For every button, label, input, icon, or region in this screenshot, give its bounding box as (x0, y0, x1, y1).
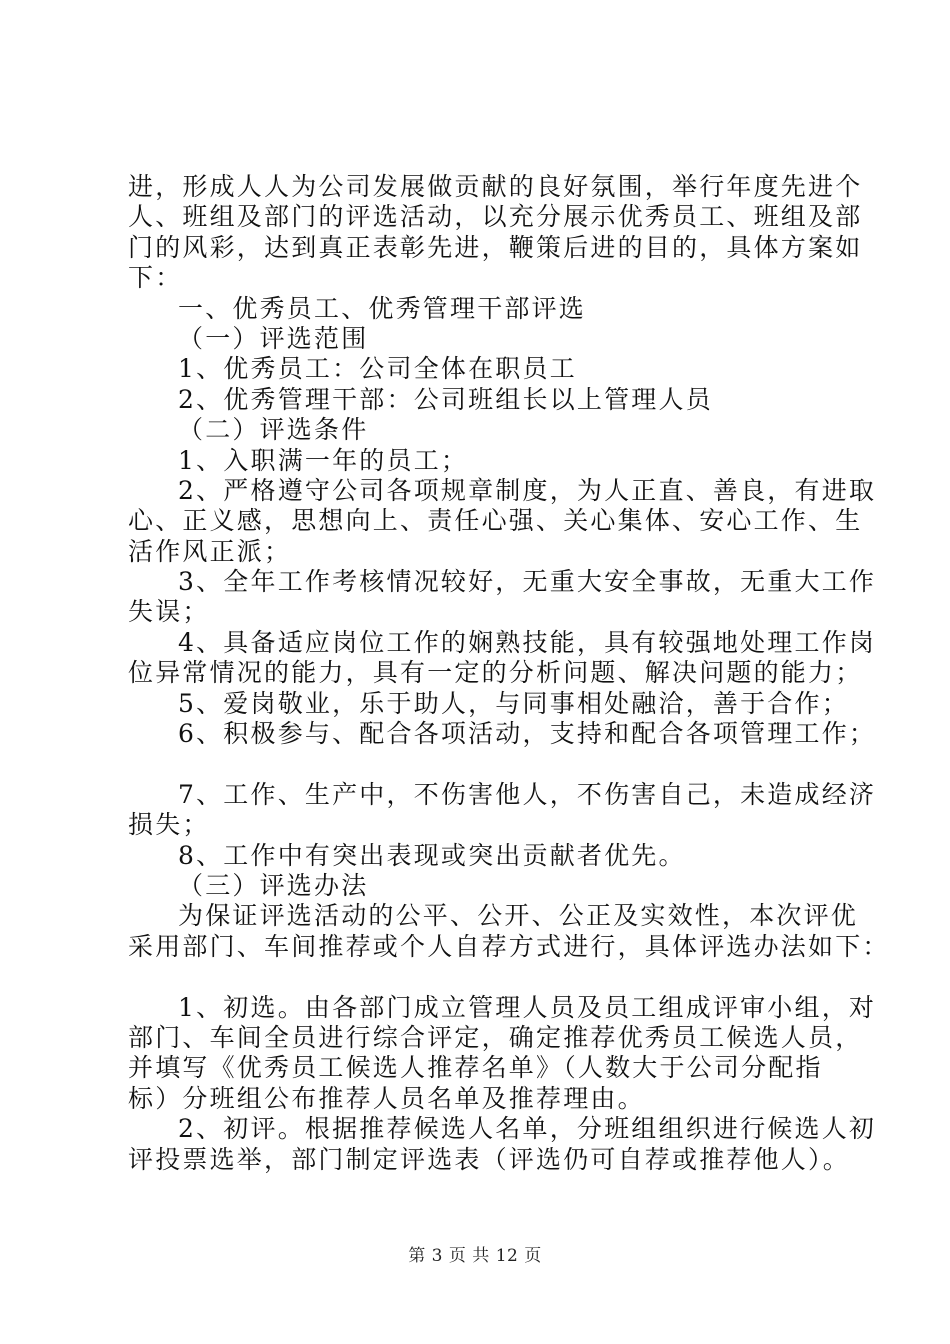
document-line: 4、具备适应岗位工作的娴熟技能，具有较强地处理工作岗 (178, 627, 877, 657)
document-line: 并填写《优秀员工候选人推荐名单》（人数大于公司分配指 (128, 1053, 823, 1083)
document-line: 1、优秀员工：公司全体在职员工 (178, 354, 577, 384)
document-line: 活作风正派； (128, 536, 292, 566)
document-line: 损失； (128, 810, 210, 840)
document-line: 心、正义感，思想向上、责任心强、关心集体、安心工作、生 (128, 506, 863, 536)
document-line: 6、积极参与、配合各项活动，支持和配合各项管理工作； (178, 719, 877, 749)
document-line: 3、全年工作考核情况较好，无重大安全事故，无重大工作 (178, 567, 877, 597)
document-line: 为保证评选活动的公平、公开、公正及实效性，本次评优 (178, 901, 859, 931)
document-line: 7、工作、生产中，不伤害他人，不伤害自己，未造成经济 (178, 779, 877, 809)
document-line: 失误； (128, 597, 210, 627)
document-line: 门的风彩，达到真正表彰先进，鞭策后进的目的，具体方案如 (128, 232, 863, 262)
document-line: 一、优秀员工、优秀管理干部评选 (178, 293, 587, 323)
blank-line (128, 749, 844, 779)
document-line: 人、班组及部门的评选活动，以充分展示优秀员工、班组及部 (128, 202, 863, 232)
blank-line (128, 962, 844, 992)
document-line: 评投票选举，部门制定评选表（评选仍可自荐或推荐他人）。 (128, 1144, 850, 1174)
document-line: 标）分班组公布推荐人员名单及推荐理由。 (128, 1083, 645, 1113)
document-line: 位异常情况的能力，具有一定的分析问题、解决问题的能力； (128, 658, 863, 688)
document-line: 进，形成人人为公司发展做贡献的良好氛围，举行年度先进个 (128, 172, 863, 201)
document-line: 下： (128, 263, 183, 293)
document-body (128, 172, 890, 1175)
document-line: 2、优秀管理干部：公司班组长以上管理人员 (178, 384, 713, 414)
document-line: 1、入职满一年的员工； (178, 445, 469, 475)
document-line: 部门、车间全员进行综合评定，确定推荐优秀员工候选人员， (128, 1022, 863, 1052)
document-line: 2、严格遵守公司各项规章制度，为人正直、善良，有进取 (178, 475, 877, 505)
document-line: 8、工作中有突出表现或突出贡献者优先。 (178, 840, 686, 870)
document-line: （一）评选范围 (178, 323, 369, 353)
document-line: 1、初选。由各部门成立管理人员及员工组成评审小组，对 (178, 992, 877, 1022)
document-line: （三）评选办法 (178, 870, 369, 900)
document-line: 采用部门、车间推荐或个人自荐方式进行，具体评选办法如下： (128, 931, 890, 961)
document-line: 2、初评。根据推荐候选人名单，分班组组织进行候选人初 (178, 1114, 877, 1144)
document-line: 5、爱岗敬业，乐于助人，与同事相处融洽，善于合作； (178, 688, 849, 718)
page-footer: 第 3 页 共 12 页 (408, 1246, 542, 1266)
document-line: （二）评选条件 (178, 415, 369, 445)
